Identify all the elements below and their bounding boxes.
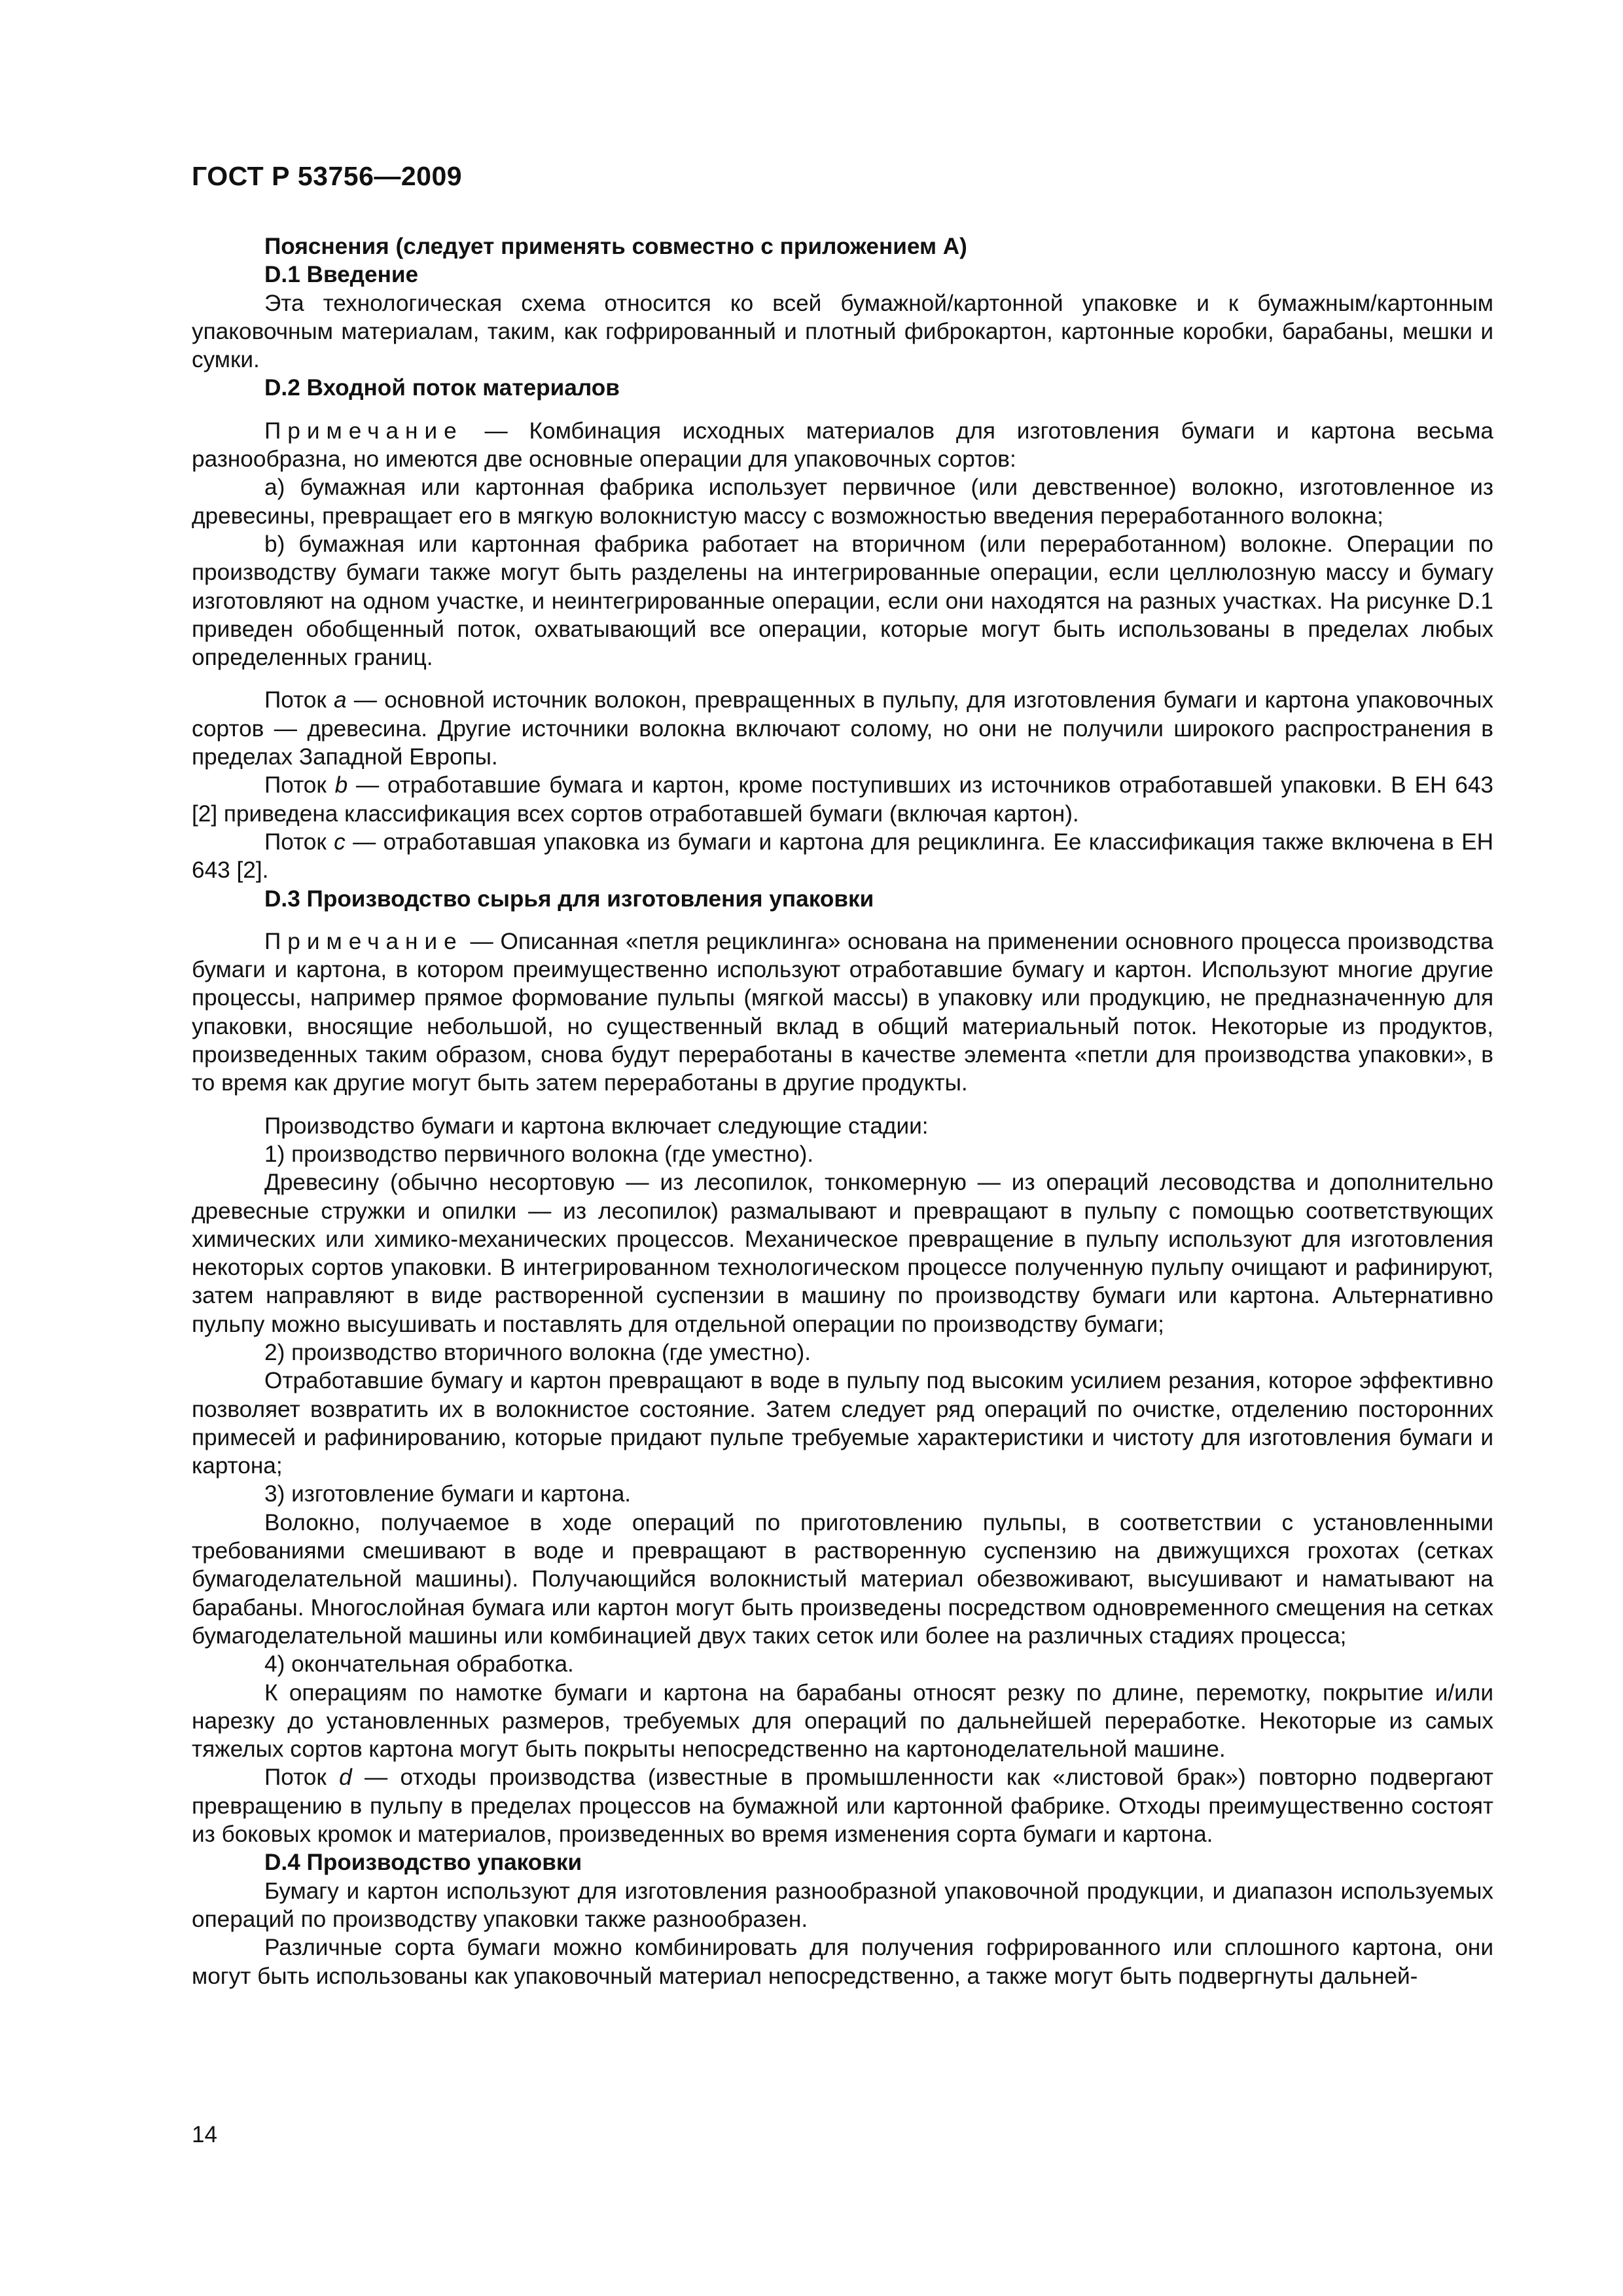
paragraph — [192, 771, 1493, 828]
variable: а — [334, 687, 347, 713]
paragraph: К операциям по намотке бумаги и картона на барабаны относят резку по длине, перемотку, покрытие и/или нарезку до установленных размеров, требуемых для операций по дальнейшей переработке. Некоторые из самых тяжелых сортов картона могут быть покрыты непосредственно на картоноделательной машине. — [192, 1679, 1493, 1763]
note-paragraph — [192, 417, 1493, 474]
list-item: 2) производство вторичного волокна (где уместно). — [264, 1339, 811, 1365]
section-d4-heading: D.4 Производство упаковки — [264, 1850, 582, 1876]
note-text: — Описанная «петля рециклинга» основана на применении основного процесса производства бумаги и картона, в котором преимущественно используют отработавшие бумагу и картон. Используют многие другие процессы, например прямое формование пульпы (мягкой массы) в упаковку или продукцию, не предназначенную для упаковки, вносящие небольшой, но существенный вклад в общий материальный поток. Некоторые из продуктов, произведенных таким образом, снова будут переработаны в качестве элемента «петли для производства упаковки», в то время как другие могут быть затем переработаны в другие продукты. — [192, 928, 1493, 1096]
list-item: а) бумажная или картонная фабрика использует первичное (или девственное) волокно, изготовленное из древесины, превращает его в мягкую волокнистую массу с возможностью введения переработанного волокна; — [192, 475, 1493, 529]
explanations-heading: Пояснения (следует применять совместно с приложением А) — [264, 234, 967, 259]
paragraph: Волокно, получаемое в ходе операций по приготовлению пульпы, в соответствии с установленными требованиями смешивают в воде и превращают в растворенную суспензию на движущихся грохотах (сетках бумагоделательной машины). Получающийся волокнистый материал обезвоживают, высушивают и наматывают на барабаны. Многослойная бумага или картон могут быть произведены посредством одновременного смещения на сетках бумагоделательной машины или комбинацией двух таких сеток или более на различных стадиях процесса; — [192, 1509, 1493, 1649]
note-paragraph — [192, 927, 1493, 1098]
paragraph — [192, 686, 1493, 771]
text-run: Поток — [264, 829, 334, 855]
text-run: — отработавшая упаковка из бумаги и картона для рециклинга. Ее классификация также включена в ЕН 643 [2]. — [192, 829, 1493, 884]
list-item: b) бумажная или картонная фабрика работает на вторичном (или переработанном) волокне. Операции по производству бумаги также могут быть разделены на интегрированные операции, если целлюлозную массу и бумагу изготовляют на одном участке, и неинтегрированные операции, если они находятся на разных участках. На рисунке D.1 приведен обобщенный поток, охватывающий все операции, которые могут быть использованы в пределах любых определенных границ. — [192, 531, 1493, 671]
text-run: — основной источник волокон, превращенных в пульпу, для изготовления бумаги и картона упаковочных сортов — древесина. Другие источники волокна включают солому, но они не получили широкого распространения в пределах Западной Европы. — [192, 687, 1493, 770]
paragraph — [192, 1763, 1493, 1848]
paragraph: Эта технологическая схема относится ко всей бумажной/картонной упаковке и к бумажным/картонным упаковочным материалам, таким, как гофрированный и плотный фиброкартон, картонные коробки, барабаны, мешки и сумки. — [192, 290, 1493, 373]
paragraph: Бумагу и картон используют для изготовления разнообразной упаковочной продукции, и диапазон используемых операций по производству упаковки также разнообразен. — [192, 1878, 1493, 1932]
text-run: — отходы производства (известные в промышленности как «листовой брак») повторно подвергают превращению в пульпу в пределах процессов на бумажной или картонной фабрике. Отходы преимущественно состоят из боковых кромок и материалов, произведенных во время изменения сорта бумаги и картона. — [192, 1765, 1493, 1848]
paragraph: Отработавшие бумагу и картон превращают в воде в пульпу под высоким усилием резания, которое эффективно позволяет возвратить их в волокнистое состояние. Затем следует ряд операций по очистке, отделению посторонних примесей и рафинированию, которые придают пульпе требуемые характеристики и чистоту для изготовления бумаги и картона; — [192, 1368, 1493, 1479]
paragraph — [192, 828, 1493, 885]
section-d3-heading: D.3 Производство сырья для изготовления упаковки — [264, 886, 874, 912]
paragraph: Различные сорта бумаги можно комбинировать для получения гофрированного или сплошного картона, они могут быть использованы как упаковочный материал непосредственно, а также могут быть подвергнуты дальней- — [192, 1935, 1493, 1989]
note-label: Примечание — [264, 418, 463, 444]
page-number: 14 — [192, 2122, 217, 2147]
note-label: Примечание — [264, 928, 463, 954]
text-run: — отработавшие бумага и картон, кроме поступивших из источников отработавшей упаковки. В ЕН 643 [2] приведена классификация всех сортов отработавшей бумаги (включая картон). — [192, 772, 1493, 827]
section-d1-heading: D.1 Введение — [264, 262, 419, 288]
text-run: Поток — [264, 772, 335, 798]
variable: с — [334, 829, 346, 855]
variable: b — [334, 772, 348, 798]
text-run: Поток — [264, 1765, 340, 1791]
document-header: ГОСТ Р 53756—2009 — [192, 161, 463, 191]
text-run: Поток — [264, 687, 334, 713]
list-item: 3) изготовление бумаги и картона. — [264, 1481, 632, 1507]
note-text: — Комбинация исходных материалов для изготовления бумаги и картона весьма разнообразна, но имеются две основные операции для упаковочных сортов: — [192, 418, 1493, 473]
list-item: 4) окончательная обработка. — [264, 1651, 574, 1677]
document-body — [192, 232, 1493, 1990]
paragraph: Древесину (обычно несортовую — из лесопилок, тонкомерную — из операций лесоводства и дополнительно древесные стружки и опилки — из лесопилок) размалывают и превращают в пульпу с помощью соответствующих химических или химико-механических процессов. Механическое превращение в пульпу используют для изготовления некоторых сортов упаковки. В интегрированном технологическом процессе полученную пульпу очищают и рафинируют, затем направляют в виде растворенной суспензии в машину по производству бумаги или картона. Альтернативно пульпу можно высушивать и поставлять для отдельной операции по производству бумаги; — [192, 1170, 1493, 1337]
list-item: 1) производство первичного волокна (где уместно). — [264, 1141, 814, 1167]
paragraph: Производство бумаги и картона включает следующие стадии: — [264, 1113, 929, 1139]
variable: d — [339, 1765, 352, 1791]
section-d2-heading: D.2 Входной поток материалов — [264, 375, 620, 401]
